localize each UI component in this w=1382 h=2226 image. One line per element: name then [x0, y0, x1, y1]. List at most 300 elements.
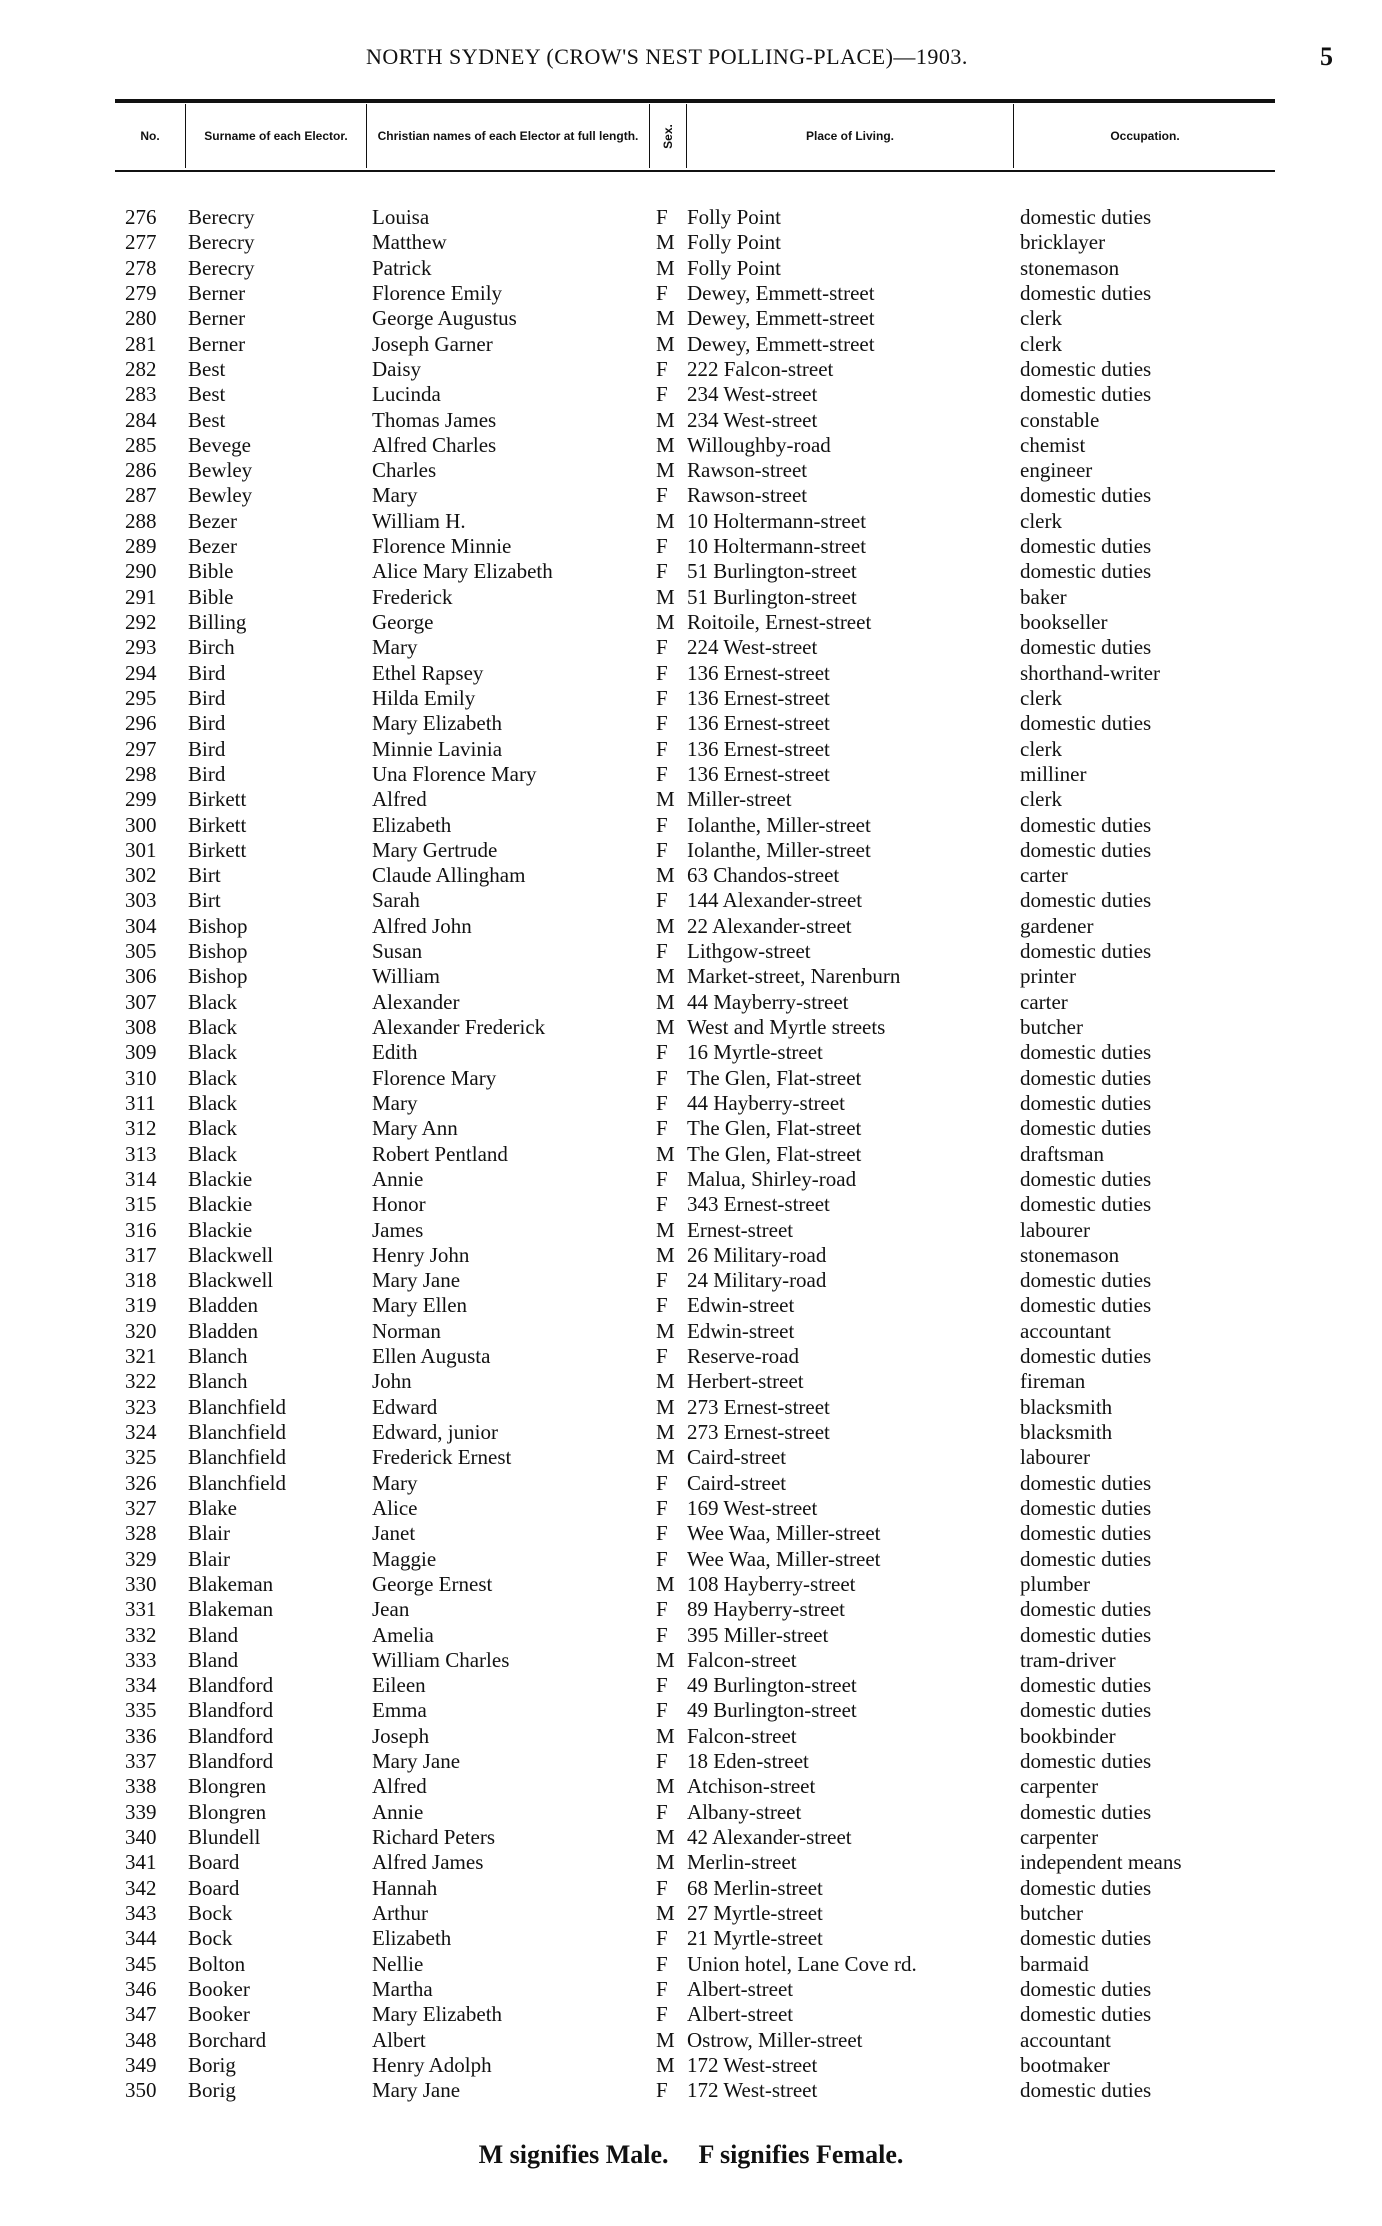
- elector-sex: F: [656, 1875, 668, 1900]
- elector-place-of-living: 16 Myrtle-street: [687, 1040, 823, 1065]
- elector-number: 280: [125, 306, 157, 331]
- elector-number: 308: [125, 1015, 157, 1039]
- table-row: [0, 1142, 1382, 1167]
- elector-sex: F: [656, 1546, 668, 1571]
- elector-number: 304: [125, 913, 157, 938]
- elector-occupation: domestic duties: [1020, 559, 1152, 584]
- elector-surname: Black: [188, 1141, 237, 1166]
- elector-christian-names: John: [372, 1369, 412, 1394]
- elector-christian-names: Frederick: [372, 584, 453, 609]
- elector-surname: Bladden: [188, 1293, 258, 1318]
- elector-number: 284: [125, 407, 157, 432]
- elector-sex: F: [656, 660, 668, 685]
- elector-place-of-living: 44 Hayberry-street: [687, 1090, 846, 1115]
- elector-sex: F: [656, 2002, 668, 2027]
- elector-surname: Bland: [188, 1647, 239, 1672]
- elector-place-of-living: Caird-street: [687, 1470, 787, 1495]
- elector-place-of-living: 68 Merlin-street: [687, 1875, 823, 1900]
- elector-place-of-living: Miller-street: [687, 787, 792, 812]
- elector-sex: M: [656, 1141, 675, 1166]
- elector-surname: Blongren: [188, 1774, 267, 1799]
- elector-sex: F: [656, 205, 668, 229]
- elector-christian-names: Alfred: [372, 1774, 427, 1799]
- elector-place-of-living: Union hotel, Lane Cove rd.: [687, 1951, 917, 1976]
- elector-christian-names: Hannah: [372, 1875, 438, 1900]
- elector-christian-names: Richard Peters: [372, 1825, 496, 1849]
- elector-surname: Blandford: [188, 1698, 274, 1723]
- table-row: [0, 813, 1382, 838]
- elector-occupation: domestic duties: [1020, 1495, 1152, 1520]
- elector-number: 306: [125, 964, 157, 989]
- elector-sex: F: [656, 837, 668, 862]
- elector-occupation: domestic duties: [1020, 1622, 1152, 1647]
- elector-occupation: domestic duties: [1020, 1192, 1152, 1217]
- elector-sex: F: [656, 888, 668, 913]
- elector-occupation: domestic duties: [1020, 2078, 1152, 2103]
- elector-place-of-living: Reserve-road: [687, 1344, 799, 1369]
- elector-sex: M: [656, 2052, 675, 2077]
- elector-place-of-living: Malua, Shirley-road: [687, 1166, 857, 1191]
- table-row: [0, 1521, 1382, 1546]
- table-row: [0, 888, 1382, 913]
- elector-christian-names: Frederick Ernest: [372, 1445, 512, 1470]
- elector-occupation: domestic duties: [1020, 1926, 1152, 1951]
- elector-number: 339: [125, 1799, 157, 1824]
- elector-number: 341: [125, 1850, 157, 1875]
- table-row: [0, 230, 1382, 255]
- elector-occupation: clerk: [1020, 685, 1062, 710]
- elector-surname: Bible: [188, 559, 234, 584]
- elector-surname: Bird: [188, 660, 226, 685]
- elector-place-of-living: 224 West-street: [687, 635, 818, 660]
- table-row: [0, 357, 1382, 382]
- elector-place-of-living: 22 Alexander-street: [687, 913, 852, 938]
- elector-christian-names: Mary Jane: [372, 1749, 461, 1774]
- elector-occupation: accountant: [1020, 1318, 1111, 1343]
- table-row: [0, 1066, 1382, 1091]
- table-row: [0, 1040, 1382, 1065]
- elector-occupation: clerk: [1020, 508, 1062, 533]
- table-row: [0, 1597, 1382, 1622]
- elector-christian-names: Mary Gertrude: [372, 837, 498, 862]
- elector-number: 302: [125, 863, 157, 888]
- elector-sex: F: [656, 356, 668, 381]
- elector-place-of-living: The Glen, Flat-street: [687, 1141, 862, 1166]
- elector-occupation: baker: [1020, 584, 1067, 609]
- elector-number: 313: [125, 1141, 157, 1166]
- elector-place-of-living: 222 Falcon-street: [687, 356, 834, 381]
- elector-sex: M: [656, 230, 675, 255]
- elector-place-of-living: Wee Waa, Miller-street: [687, 1521, 881, 1546]
- table-row: [0, 1471, 1382, 1496]
- elector-place-of-living: 21 Myrtle-street: [687, 1926, 823, 1951]
- elector-sex: M: [656, 964, 675, 989]
- elector-occupation: domestic duties: [1020, 939, 1152, 964]
- elector-sex: F: [656, 1521, 668, 1546]
- elector-surname: Berner: [188, 306, 246, 331]
- table-row: [0, 1218, 1382, 1243]
- elector-occupation: domestic duties: [1020, 1040, 1152, 1065]
- elector-number: 307: [125, 989, 157, 1014]
- elector-christian-names: Alfred James: [372, 1850, 484, 1875]
- table-row: [0, 939, 1382, 964]
- elector-christian-names: Jean: [372, 1597, 410, 1622]
- header-top-rule: [115, 99, 1275, 103]
- elector-place-of-living: 136 Ernest-street: [687, 711, 830, 736]
- elector-occupation: constable: [1020, 407, 1100, 432]
- elector-surname: Bezer: [188, 534, 237, 559]
- elector-christian-names: Alice: [372, 1495, 418, 1520]
- elector-number: 300: [125, 812, 157, 837]
- elector-number: 303: [125, 888, 157, 913]
- elector-number: 298: [125, 761, 157, 786]
- elector-number: 289: [125, 534, 157, 559]
- elector-place-of-living: Rawson-street: [687, 483, 808, 508]
- elector-christian-names: Mary Jane: [372, 2078, 461, 2103]
- elector-surname: Best: [188, 382, 226, 407]
- table-row: [0, 332, 1382, 357]
- elector-sex: M: [656, 1369, 675, 1394]
- elector-surname: Blanchfield: [188, 1445, 286, 1470]
- table-row: [0, 1572, 1382, 1597]
- elector-christian-names: Alfred Charles: [372, 432, 497, 457]
- elector-place-of-living: 24 Military-road: [687, 1268, 827, 1293]
- table-row: [0, 306, 1382, 331]
- elector-christian-names: Mary Ann: [372, 1116, 458, 1141]
- table-row: [0, 1420, 1382, 1445]
- elector-occupation: domestic duties: [1020, 1293, 1152, 1318]
- elector-surname: Blanchfield: [188, 1470, 286, 1495]
- elector-surname: Bewley: [188, 458, 253, 483]
- elector-surname: Blandford: [188, 1723, 274, 1748]
- elector-occupation: chemist: [1020, 432, 1086, 457]
- elector-christian-names: Alexander Frederick: [372, 1015, 546, 1039]
- table-row: [0, 1496, 1382, 1521]
- elector-place-of-living: 89 Hayberry-street: [687, 1597, 846, 1622]
- table-row: [0, 1774, 1382, 1799]
- elector-sex: F: [656, 1976, 668, 2001]
- elector-occupation: plumber: [1020, 1571, 1090, 1596]
- table-row: [0, 1977, 1382, 2002]
- table-row: [0, 2028, 1382, 2053]
- elector-number: 282: [125, 356, 157, 381]
- elector-place-of-living: 395 Miller-street: [687, 1622, 829, 1647]
- elector-sex: M: [656, 787, 675, 812]
- elector-christian-names: Alice Mary Elizabeth: [372, 559, 553, 584]
- elector-christian-names: Florence Mary: [372, 1065, 497, 1090]
- elector-surname: Blanchfield: [188, 1394, 286, 1419]
- elector-number: 294: [125, 660, 157, 685]
- elector-number: 276: [125, 205, 157, 229]
- elector-place-of-living: 49 Burlington-street: [687, 1673, 857, 1698]
- elector-occupation: butcher: [1020, 1015, 1083, 1039]
- elector-occupation: draftsman: [1020, 1141, 1104, 1166]
- elector-surname: Board: [188, 1850, 240, 1875]
- table-row: [0, 408, 1382, 433]
- table-row: [0, 585, 1382, 610]
- elector-christian-names: Matthew: [372, 230, 447, 255]
- table-row: [0, 2053, 1382, 2078]
- elector-christian-names: Daisy: [372, 356, 421, 381]
- elector-surname: Booker: [188, 1976, 250, 2001]
- elector-surname: Birkett: [188, 837, 247, 862]
- elector-place-of-living: 63 Chandos-street: [687, 863, 840, 888]
- table-row: [0, 1015, 1382, 1040]
- elector-surname: Blair: [188, 1521, 230, 1546]
- elector-christian-names: Mary Jane: [372, 1268, 461, 1293]
- elector-number: 296: [125, 711, 157, 736]
- elector-sex: M: [656, 1394, 675, 1419]
- elector-sex: F: [656, 1799, 668, 1824]
- elector-sex: F: [656, 635, 668, 660]
- elector-christian-names: Henry John: [372, 1242, 470, 1267]
- elector-place-of-living: 18 Eden-street: [687, 1749, 809, 1774]
- elector-sex: F: [656, 711, 668, 736]
- elector-place-of-living: Iolanthe, Miller-street: [687, 837, 871, 862]
- elector-number: 281: [125, 331, 157, 356]
- elector-sex: F: [656, 812, 668, 837]
- elector-place-of-living: 136 Ernest-street: [687, 736, 830, 761]
- elector-surname: Bezer: [188, 508, 237, 533]
- elector-occupation: barmaid: [1020, 1951, 1089, 1976]
- elector-number: 335: [125, 1698, 157, 1723]
- elector-christian-names: William: [372, 964, 440, 989]
- elector-sex: M: [656, 1825, 675, 1849]
- elector-number: 291: [125, 584, 157, 609]
- elector-surname: Bland: [188, 1622, 239, 1647]
- elector-surname: Berecry: [188, 205, 255, 229]
- legend-female: F signifies Female.: [698, 2140, 904, 2169]
- elector-occupation: domestic duties: [1020, 280, 1152, 305]
- elector-number: 346: [125, 1976, 157, 2001]
- elector-sex: M: [656, 1015, 675, 1039]
- elector-sex: F: [656, 1268, 668, 1293]
- elector-place-of-living: 10 Holtermann-street: [687, 508, 867, 533]
- elector-surname: Bishop: [188, 939, 248, 964]
- elector-sex: M: [656, 331, 675, 356]
- table-row: [0, 1116, 1382, 1141]
- sex-legend: [0, 2140, 1382, 2170]
- elector-christian-names: Thomas James: [372, 407, 497, 432]
- elector-number: 350: [125, 2078, 157, 2103]
- elector-occupation: carpenter: [1020, 1774, 1099, 1799]
- elector-number: 299: [125, 787, 157, 812]
- elector-surname: Birch: [188, 635, 235, 660]
- elector-surname: Birt: [188, 888, 221, 913]
- table-row: [0, 1192, 1382, 1217]
- elector-sex: M: [656, 508, 675, 533]
- elector-sex: M: [656, 1647, 675, 1672]
- elector-number: 310: [125, 1065, 157, 1090]
- elector-christian-names: Alfred: [372, 787, 427, 812]
- table-row: [0, 382, 1382, 407]
- elector-surname: Berner: [188, 280, 246, 305]
- table-row: [0, 1800, 1382, 1825]
- elector-number: 330: [125, 1571, 157, 1596]
- elector-occupation: domestic duties: [1020, 1546, 1152, 1571]
- elector-sex: F: [656, 1065, 668, 1090]
- elector-surname: Bird: [188, 761, 226, 786]
- elector-number: 277: [125, 230, 157, 255]
- table-row: [0, 1395, 1382, 1420]
- elector-place-of-living: 49 Burlington-street: [687, 1698, 857, 1723]
- table-row: [0, 433, 1382, 458]
- elector-occupation: stonemason: [1020, 255, 1120, 280]
- elector-surname: Black: [188, 1116, 237, 1141]
- table-row: [0, 1648, 1382, 1673]
- elector-occupation: domestic duties: [1020, 2002, 1152, 2027]
- elector-occupation: domestic duties: [1020, 1268, 1152, 1293]
- elector-place-of-living: 136 Ernest-street: [687, 761, 830, 786]
- elector-sex: F: [656, 2078, 668, 2103]
- elector-place-of-living: Willoughby-road: [687, 432, 831, 457]
- elector-number: 287: [125, 483, 157, 508]
- elector-number: 312: [125, 1116, 157, 1141]
- elector-sex: M: [656, 1571, 675, 1596]
- elector-surname: Bock: [188, 1926, 233, 1951]
- elector-sex: M: [656, 1774, 675, 1799]
- elector-occupation: domestic duties: [1020, 1799, 1152, 1824]
- elector-occupation: domestic duties: [1020, 1698, 1152, 1723]
- elector-sex: F: [656, 280, 668, 305]
- elector-christian-names: Norman: [372, 1318, 441, 1343]
- elector-surname: Bock: [188, 1900, 233, 1925]
- elector-occupation: domestic duties: [1020, 888, 1152, 913]
- page-number: 5: [1320, 42, 1333, 71]
- table-row: [0, 711, 1382, 736]
- elector-surname: Billing: [188, 610, 247, 634]
- elector-surname: Best: [188, 407, 226, 432]
- elector-sex: F: [656, 1470, 668, 1495]
- table-row: [0, 964, 1382, 989]
- elector-christian-names: Elizabeth: [372, 812, 452, 837]
- elector-sex: M: [656, 610, 675, 634]
- elector-occupation: domestic duties: [1020, 1344, 1152, 1369]
- elector-sex: F: [656, 1344, 668, 1369]
- elector-christian-names: Maggie: [372, 1546, 437, 1571]
- elector-christian-names: William H.: [372, 508, 466, 533]
- elector-surname: Birkett: [188, 787, 247, 812]
- elector-occupation: clerk: [1020, 331, 1062, 356]
- elector-sex: F: [656, 1673, 668, 1698]
- elector-surname: Berner: [188, 331, 246, 356]
- elector-number: 325: [125, 1445, 157, 1470]
- elector-place-of-living: 51 Burlington-street: [687, 559, 857, 584]
- elector-sex: F: [656, 1495, 668, 1520]
- column-header-place: Place of Living.: [686, 104, 1013, 168]
- elector-number: 332: [125, 1622, 157, 1647]
- elector-occupation: milliner: [1020, 761, 1087, 786]
- elector-surname: Bewley: [188, 483, 253, 508]
- elector-sex: F: [656, 483, 668, 508]
- elector-surname: Blandford: [188, 1673, 274, 1698]
- elector-occupation: labourer: [1020, 1445, 1090, 1470]
- elector-sex: M: [656, 1318, 675, 1343]
- table-row: [0, 256, 1382, 281]
- column-header-no: No.: [140, 128, 160, 143]
- table-row: [0, 1876, 1382, 1901]
- elector-christian-names: Lucinda: [372, 382, 441, 407]
- elector-occupation: domestic duties: [1020, 837, 1152, 862]
- elector-occupation: clerk: [1020, 736, 1062, 761]
- elector-christian-names: Hilda Emily: [372, 685, 476, 710]
- elector-place-of-living: 136 Ernest-street: [687, 660, 830, 685]
- elector-sex: F: [656, 534, 668, 559]
- elector-occupation: carter: [1020, 989, 1068, 1014]
- elector-occupation: gardener: [1020, 913, 1094, 938]
- elector-place-of-living: Herbert-street: [687, 1369, 804, 1394]
- elector-surname: Birkett: [188, 812, 247, 837]
- elector-sex: M: [656, 913, 675, 938]
- elector-place-of-living: Dewey, Emmett-street: [687, 280, 875, 305]
- elector-christian-names: Mary Elizabeth: [372, 2002, 503, 2027]
- elector-number: 301: [125, 837, 157, 862]
- elector-place-of-living: The Glen, Flat-street: [687, 1116, 862, 1141]
- elector-occupation: domestic duties: [1020, 1116, 1152, 1141]
- table-row: [0, 1698, 1382, 1723]
- column-header-surname: Surname of each Elector.: [185, 104, 366, 168]
- elector-surname: Bolton: [188, 1951, 246, 1976]
- elector-place-of-living: 27 Myrtle-street: [687, 1900, 823, 1925]
- elector-christian-names: Mary: [372, 635, 418, 660]
- elector-occupation: domestic duties: [1020, 1976, 1152, 2001]
- elector-occupation: butcher: [1020, 1900, 1083, 1925]
- elector-sex: F: [656, 1090, 668, 1115]
- elector-place-of-living: Roitoile, Ernest-street: [687, 610, 872, 634]
- elector-number: 322: [125, 1369, 157, 1394]
- elector-occupation: bookbinder: [1020, 1723, 1116, 1748]
- elector-place-of-living: Iolanthe, Miller-street: [687, 812, 871, 837]
- column-header-sex: Sex.: [649, 104, 686, 168]
- elector-occupation: independent means: [1020, 1850, 1182, 1875]
- elector-christian-names: Minnie Lavinia: [372, 736, 503, 761]
- table-row: [0, 2002, 1382, 2027]
- elector-sex: F: [656, 1622, 668, 1647]
- elector-number: 285: [125, 432, 157, 457]
- elector-surname: Blakeman: [188, 1597, 274, 1622]
- table-row: [0, 1749, 1382, 1774]
- elector-christian-names: Edward, junior: [372, 1420, 498, 1444]
- elector-place-of-living: 273 Ernest-street: [687, 1394, 830, 1419]
- elector-place-of-living: Folly Point: [687, 205, 781, 229]
- elector-list: [0, 205, 1382, 2103]
- elector-christian-names: Mary Ellen: [372, 1293, 468, 1318]
- elector-occupation: carter: [1020, 863, 1068, 888]
- elector-occupation: clerk: [1020, 787, 1062, 812]
- elector-sex: F: [656, 1116, 668, 1141]
- elector-number: 314: [125, 1166, 157, 1191]
- elector-place-of-living: Folly Point: [687, 255, 781, 280]
- elector-sex: M: [656, 432, 675, 457]
- elector-sex: F: [656, 1040, 668, 1065]
- elector-christian-names: Emma: [372, 1698, 427, 1723]
- elector-place-of-living: 234 West-street: [687, 382, 818, 407]
- table-row: [0, 762, 1382, 787]
- elector-christian-names: Sarah: [372, 888, 420, 913]
- elector-occupation: domestic duties: [1020, 1597, 1152, 1622]
- elector-christian-names: Mary: [372, 1470, 418, 1495]
- elector-christian-names: Elizabeth: [372, 1926, 452, 1951]
- elector-sex: F: [656, 736, 668, 761]
- elector-number: 295: [125, 685, 157, 710]
- elector-sex: F: [656, 382, 668, 407]
- elector-occupation: domestic duties: [1020, 1065, 1152, 1090]
- elector-number: 288: [125, 508, 157, 533]
- elector-number: 316: [125, 1217, 157, 1242]
- elector-place-of-living: 136 Ernest-street: [687, 685, 830, 710]
- table-row: [0, 1825, 1382, 1850]
- elector-occupation: stonemason: [1020, 1242, 1120, 1267]
